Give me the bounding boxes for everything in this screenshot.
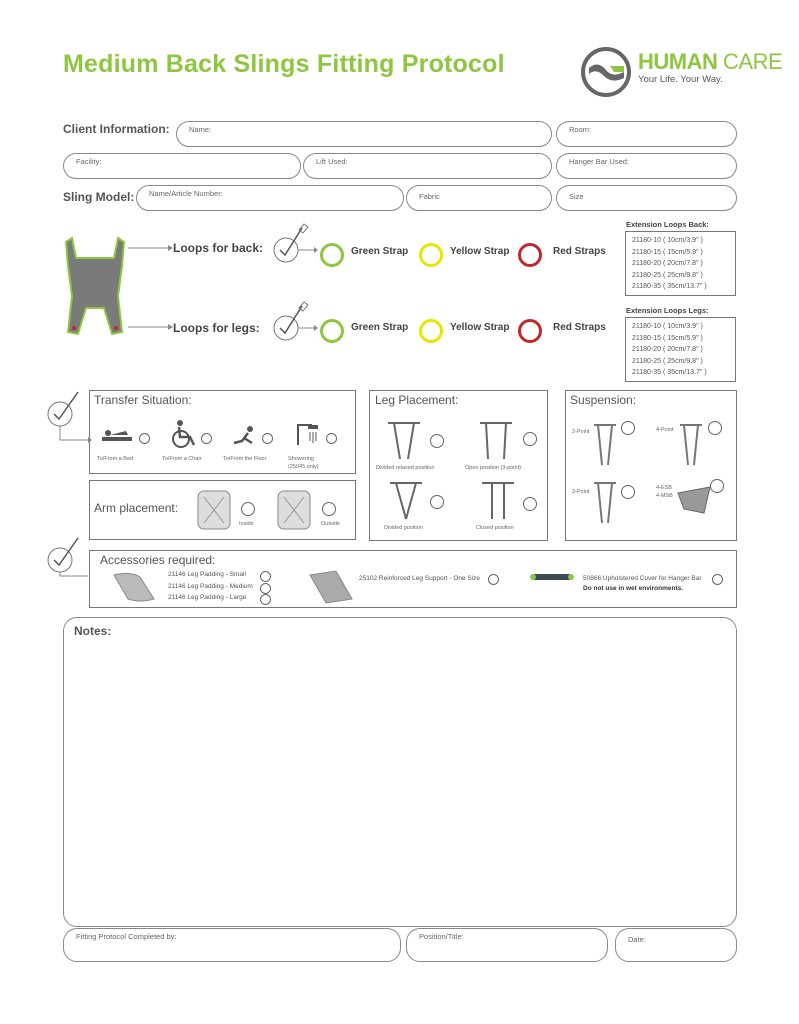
extension-legs-item: 21180-20 ( 20cm/7.8" ) xyxy=(632,346,703,354)
page-title: Medium Back Slings Fitting Protocol xyxy=(63,50,505,78)
wheelchair-icon xyxy=(170,419,200,449)
hanger-cover-warning: Do not use in wet environments. xyxy=(583,585,684,592)
shower-option-note: (25045 only) xyxy=(288,464,319,470)
pencil-check-icon xyxy=(272,300,322,342)
date-label: Date: xyxy=(628,935,646,944)
red-strap-legs-option[interactable] xyxy=(518,319,542,343)
yellow-strap-label: Yellow Strap xyxy=(450,322,510,333)
room-field[interactable] xyxy=(556,121,737,147)
brand-tagline: Your Life. Your Way. xyxy=(638,74,723,85)
accessories-title: Accessories required: xyxy=(100,553,216,567)
leg-divided-radio[interactable] xyxy=(430,495,444,509)
hanger-cover-radio[interactable] xyxy=(712,574,723,585)
four-msb-label: 4-MSB xyxy=(656,493,673,499)
hanger-bar-label: Hanger Bar Used: xyxy=(569,157,630,166)
padding-large-label: 21146 Leg Padding - Large xyxy=(168,594,247,601)
chair-option-label: To/From a Chair xyxy=(162,456,202,462)
extension-legs-item: 21180-25 ( 25cm/9.8" ) xyxy=(632,357,703,365)
four-esb-label: 4-ESB xyxy=(656,485,672,491)
red-strap-back-option[interactable] xyxy=(518,243,542,267)
back-arrow-icon xyxy=(128,243,174,253)
green-strap-back-option[interactable] xyxy=(320,243,344,267)
leg-open-label: Open position (3-point) xyxy=(465,465,521,471)
two-point-radio[interactable] xyxy=(621,421,635,435)
leg-open-radio[interactable] xyxy=(523,432,537,446)
transfer-situation-box xyxy=(89,390,356,474)
sling-illustration xyxy=(60,236,130,338)
four-point-label: 4-Point xyxy=(656,427,674,433)
leg-closed-label: Closed position xyxy=(476,525,514,531)
two-point-illustration xyxy=(590,421,620,469)
client-info-label: Client Information: xyxy=(63,122,170,136)
hanger-bar-field[interactable] xyxy=(556,153,737,179)
four-esb-illustration xyxy=(674,483,714,517)
lift-used-label: Lift Used: xyxy=(316,157,348,166)
green-strap-legs-option[interactable] xyxy=(320,319,344,343)
bed-transfer-radio[interactable] xyxy=(139,433,150,444)
two-point-label: 2-Point xyxy=(572,429,590,435)
leg-open-illustration xyxy=(476,419,516,463)
brand-logo xyxy=(580,44,783,100)
facility-field[interactable] xyxy=(63,153,301,179)
extension-back-list xyxy=(625,231,736,296)
yellow-strap-label: Yellow Strap xyxy=(450,246,510,257)
suspension-title: Suspension: xyxy=(570,393,637,407)
yellow-strap-legs-option[interactable] xyxy=(419,319,443,343)
client-name-field[interactable] xyxy=(176,121,552,147)
leg-support-illustration xyxy=(306,569,356,605)
leg-divided-relaxed-radio[interactable] xyxy=(430,434,444,448)
leg-placement-title: Leg Placement: xyxy=(375,393,459,407)
fabric-label: Fabric xyxy=(419,192,440,201)
three-point-illustration xyxy=(590,479,620,527)
room-label: Room: xyxy=(569,125,592,134)
leg-support-radio[interactable] xyxy=(488,574,499,585)
four-esb-radio[interactable] xyxy=(710,479,724,493)
date-field[interactable] xyxy=(615,928,737,962)
extension-legs-item: 21180-35 ( 35cm/13.7" ) xyxy=(632,369,707,377)
shower-icon xyxy=(294,421,322,447)
bed-icon xyxy=(100,425,134,445)
chair-transfer-radio[interactable] xyxy=(201,433,212,444)
green-strap-label: Green Strap xyxy=(351,246,409,257)
fabric-field[interactable] xyxy=(406,185,552,211)
leg-support-label: 25102 Reinforced Leg Support - One Size xyxy=(359,575,481,582)
floor-icon xyxy=(232,425,258,447)
human-care-logo-icon xyxy=(580,46,632,98)
transfer-situation-title: Transfer Situation: xyxy=(94,393,192,407)
leg-padding-illustration xyxy=(110,569,158,605)
extension-legs-item: 21180-15 ( 15cm/5.9" ) xyxy=(632,334,703,342)
pencil-check-icon xyxy=(272,222,322,264)
sling-model-label: Sling Model: xyxy=(63,190,135,204)
arm-outside-label: Outside xyxy=(321,521,340,527)
hanger-cover-illustration xyxy=(528,571,576,583)
leg-divided-relaxed-illustration xyxy=(384,419,424,463)
legs-arrow-icon xyxy=(128,322,174,332)
pencil-check-icon xyxy=(44,388,92,448)
hanger-cover-label: 50866 Upholstered Cover for Hanger Bar xyxy=(583,575,702,582)
extension-back-item: 21180-35 ( 35cm/13.7" ) xyxy=(632,283,707,291)
leg-placement-box xyxy=(369,390,548,541)
completed-by-field[interactable] xyxy=(63,928,401,962)
lift-used-field[interactable] xyxy=(303,153,552,179)
four-point-radio[interactable] xyxy=(708,421,722,435)
padding-medium-radio[interactable] xyxy=(260,583,271,594)
loops-legs-label: Loops for legs: xyxy=(173,321,260,335)
leg-closed-radio[interactable] xyxy=(523,497,537,511)
leg-divided-illustration xyxy=(386,479,426,523)
green-strap-label: Green Strap xyxy=(351,322,409,333)
arm-inside-illustration xyxy=(194,487,234,533)
extension-back-item: 21180-20 ( 20cm/7.8" ) xyxy=(632,260,703,268)
padding-medium-label: 21146 Leg Padding - Medium xyxy=(168,583,253,590)
arm-placement-title: Arm placement: xyxy=(94,501,179,515)
padding-large-radio[interactable] xyxy=(260,594,271,605)
pencil-check-icon xyxy=(44,534,92,584)
article-number-field[interactable] xyxy=(136,185,404,211)
red-strap-label: Red Straps xyxy=(553,246,606,257)
extension-legs-title: Extension Loops Legs: xyxy=(626,306,709,315)
yellow-strap-back-option[interactable] xyxy=(419,243,443,267)
extension-back-title: Extension Loops Back: xyxy=(626,220,709,229)
size-label: Size xyxy=(569,192,584,201)
floor-option-label: To/From the Floor xyxy=(223,456,267,462)
arm-inside-label: Inside xyxy=(239,521,254,527)
extension-legs-list xyxy=(625,317,736,382)
loops-back-label: Loops for back: xyxy=(173,241,264,255)
arm-outside-illustration xyxy=(274,487,314,533)
accessories-box xyxy=(89,550,737,608)
arm-inside-radio[interactable] xyxy=(241,502,255,516)
position-title-label: Position/Title: xyxy=(419,932,464,941)
leg-closed-illustration xyxy=(478,479,518,523)
three-point-label: 3-Point xyxy=(572,489,590,495)
brand-name: HUMAN CARE xyxy=(638,49,783,74)
arm-placement-box xyxy=(89,480,356,540)
shower-transfer-radio[interactable] xyxy=(326,433,337,444)
arm-outside-radio[interactable] xyxy=(322,502,336,516)
red-strap-label: Red Straps xyxy=(553,322,606,333)
size-field[interactable] xyxy=(556,185,737,211)
notes-area[interactable] xyxy=(63,617,737,927)
facility-label: Facility: xyxy=(76,157,102,166)
completed-by-label: Fitting Protocol Completed by: xyxy=(76,932,177,941)
padding-small-label: 21146 Leg Padding - Small xyxy=(168,571,246,578)
floor-transfer-radio[interactable] xyxy=(262,433,273,444)
bed-option-label: To/From a Bed xyxy=(97,456,134,462)
extension-back-item: 21180-10 ( 10cm/3.9" ) xyxy=(632,237,703,244)
leg-divided-label: Divided position xyxy=(384,525,423,531)
shower-option-label: Showering xyxy=(288,456,314,462)
extension-back-item: 21180-15 ( 15cm/5.9" ) xyxy=(632,248,703,256)
article-number-label: Name/Article Number: xyxy=(149,189,223,198)
extension-back-item: 21180-25 ( 25cm/9.8" ) xyxy=(632,271,703,279)
three-point-radio[interactable] xyxy=(621,485,635,499)
suspension-box xyxy=(565,390,737,541)
notes-label: Notes: xyxy=(74,624,112,638)
extension-legs-item: 21180-10 ( 10cm/3.9" ) xyxy=(632,323,703,330)
position-title-field[interactable] xyxy=(406,928,608,962)
four-point-illustration xyxy=(676,421,706,469)
padding-small-radio[interactable] xyxy=(260,571,271,582)
client-name-label: Name: xyxy=(189,125,212,134)
leg-divided-relaxed-label: Divided relaxed position xyxy=(376,465,435,471)
